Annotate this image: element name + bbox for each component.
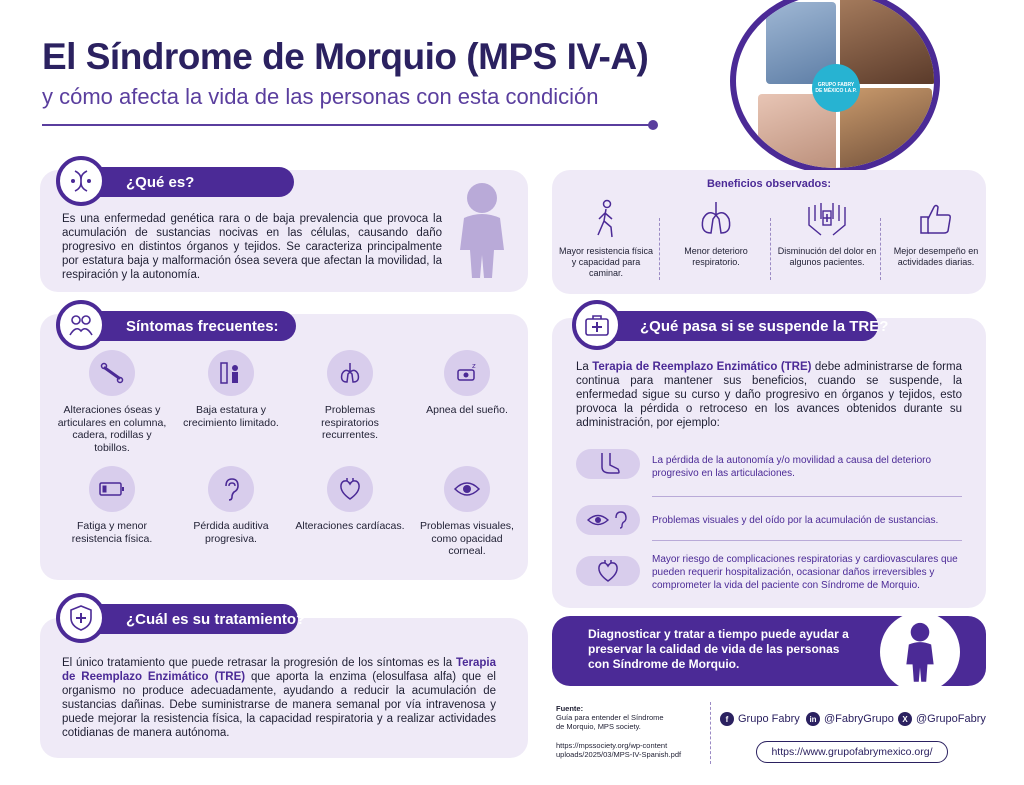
benefit-item: Disminución del dolor en algunos pacientes. [777,198,877,268]
benefit-separator [770,218,771,280]
lungs-icon [327,350,373,396]
suspende-intro: La Terapia de Reemplazo Enzimático (TRE) debe administrarse de forma continua para mantener sus beneficios, cuando se suspende, la enfermedad sigue su curso y daño progresivo en órganos y tejidos, esto provoca la pérdida o retroceso en los avances obtenidos durante su administración, por ejemplo: [576,361,962,429]
tratamiento-text: El único tratamiento que puede retrasar la progresión de los síntomas es la Terapia de Reemplazo Enzimático (TRE) que aporta la enzima (elosulfasa alfa) que el organismo no produce adecuadamente, ayudando a reducir la acumulación de sustancias dañinas. Debe suministrarse de manera semanal por vía intravenosa y puede mejorar la resistencia física, la capacidad respiratoria y a realizar actividades cotidianas de manera autónoma. [62,657,496,739]
source-link[interactable]: uploads/2025/03/MPS-IV-Spanish.pdf [556,750,682,759]
symptom-item: Alteraciones óseas y articulares en columna, cadera, rodillas y tobillos. [57,350,167,454]
sleep-apnea-icon [444,350,490,396]
ear-icon [208,466,254,512]
beneficios-heading: Beneficios observados: [706,178,832,190]
child-silhouette-icon [454,180,510,285]
page-subtitle: y cómo afecta la vida de las personas con esta condición [42,84,599,109]
que-es-heading: ¿Qué es? [74,167,294,197]
svg-text:z: z [472,362,476,370]
heart-icon [327,466,373,512]
benefit-item: Mayor resistencia física y capacidad para caminar. [556,198,656,279]
grupo-fabry-logo: GRUPO FABRY DE MÉXICO I.A.P. [812,64,860,112]
eye-icon [444,466,490,512]
que-es-text: Es una enfermedad genética rara o de baja prevalencia que provoca la acumulación de sustancias nocivas en las células, causando daño progresivo en distintos órganos y tejidos. Se caracteriza principalmente por estatura baja y malformación ósea severa que afectan la movilidad, la respiración y la autonomía. [62,213,442,281]
consequence-item: Mayor riesgo de complicaciones respiratorias y cardiovasculares que pueden requerir hospitalización, ocasionar daños irreversibles y comprometer la vida del paciente con Síndrome de Morquio. [652,554,958,591]
symptom-item: z Apnea del sueño. [412,350,522,417]
facebook-icon: f [720,712,734,726]
battery-low-icon [89,466,135,512]
facebook-link[interactable]: f Grupo Fabry [720,712,800,726]
call-to-action-banner [552,616,986,686]
symptom-item: Baja estatura y crecimiento limitado. [176,350,286,429]
tratamiento-heading: ¿Cuál es su tratamiento? [74,604,298,634]
heart-icon [576,556,640,586]
hands-care-icon [777,198,877,240]
foot-icon [576,449,640,479]
bone-icon [89,350,135,396]
family-icon [56,300,106,350]
photo-collage [730,0,940,174]
symptom-item: Fatiga y menor resistencia física. [57,466,167,545]
banner-text: Diagnosticar y tratar a tiempo puede ayudar a preservar la calidad de vida de las personas con Síndrome de Morquio. [588,627,849,671]
x-icon: X [898,712,912,726]
page-title: El Síndrome de Morquio (MPS IV-A) [42,36,649,77]
photo-adult [840,0,936,84]
consequence-item: La pérdida de la autonomía y/o movilidad a causa del deterioro progresivo en las articulaciones. [652,455,932,479]
dna-icon [56,156,106,206]
height-icon [208,350,254,396]
benefit-item: Mejor desempeño en actividades diarias. [886,198,986,268]
walking-icon [556,198,656,240]
source-block: Fuente: Guía para entender el Síndrome de Morquio, MPS society. https://mpssociety.org/wp-content uploads/2025/03/MPS-IV-Spanish.pdf [556,704,682,759]
shield-cross-icon [56,593,106,643]
benefit-separator [880,218,881,280]
source-link[interactable]: https://mpssociety.org/wp-content [556,741,668,750]
medical-kit-icon [572,300,622,350]
lungs-icon [666,198,766,240]
child-silhouette-icon [880,612,960,692]
website-link[interactable]: https://www.grupofabrymexico.org/ [756,741,948,763]
x-link[interactable]: X @GrupoFabry [898,712,986,726]
title-divider-dot [648,120,658,130]
consequence-item: Problemas visuales y del oído por la acumulación de sustancias. [652,515,939,526]
thumbs-up-icon [886,198,986,240]
sintomas-heading: Síntomas frecuentes: [74,311,296,341]
source-separator [710,702,711,764]
consequence-separator [652,540,962,541]
eye-ear-icon [576,505,640,535]
linkedin-icon: in [806,712,820,726]
title-divider [42,124,652,126]
suspende-heading: ¿Qué pasa si se suspende la TRE? [588,311,878,341]
linkedin-link[interactable]: in @FabryGrupo [806,712,894,726]
symptom-item: Pérdida auditiva progresiva. [176,466,286,545]
benefit-separator [659,218,660,280]
symptom-item: Problemas visuales, como opacidad corneal. [412,466,522,558]
symptom-item: Problemas respiratorios recurrentes. [295,350,405,442]
symptom-item: Alteraciones cardíacas. [295,466,405,533]
consequence-separator [652,496,962,497]
benefit-item: Menor deterioro respiratorio. [666,198,766,268]
